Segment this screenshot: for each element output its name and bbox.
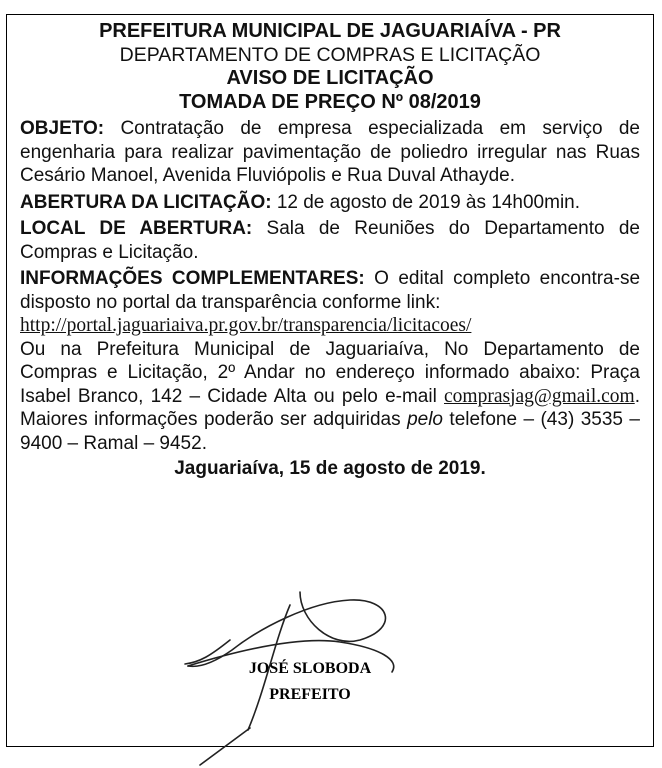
contact-text: Ou na Prefeitura Municipal de Jaguariaíva, No Departamento de Compras e Licitação, 2º Andar no endereço informado abaixo: Praça Isabel Branco, 142 – Cidade Alta ou pelo e-mail — [20, 338, 640, 407]
objeto-label: OBJETO: — [20, 118, 105, 139]
transparency-link-line — [20, 314, 640, 338]
signer-title: PREFEITO — [269, 686, 351, 703]
process-number: TOMADA DE PREÇO Nº 08/2019 — [179, 90, 481, 113]
department-title: DEPARTAMENTO DE COMPRAS E LICITAÇÃO — [119, 43, 541, 66]
informacoes-paragraph — [20, 267, 640, 314]
objeto-text: Contratação de empresa especializada em serviço de engenharia para realizar pavimentação de poliedro irregular nas Ruas Cesário Manoel, Avenida Fluviópolis e Rua Duval Athayde. — [20, 118, 640, 186]
local-label: LOCAL DE ABERTURA: — [20, 218, 253, 239]
transparency-link[interactable]: http://portal.jaguariaiva.pr.gov.br/transparencia/licitacoes/ — [20, 315, 472, 336]
informacoes-label: INFORMAÇÕES COMPLEMENTARES: — [20, 268, 365, 289]
closing-date: Jaguariaíva, 15 de agosto de 2019. — [174, 458, 486, 479]
contact-phone: telefone – (43) 3535 – 9400 – Ramal – 9452. — [20, 409, 640, 454]
email-link[interactable]: comprasjag@gmail.com — [444, 385, 635, 407]
document-body — [20, 20, 640, 481]
local-paragraph — [20, 217, 640, 264]
abertura-label: ABERTURA DA LICITAÇÃO: — [20, 191, 272, 213]
contact-text-2: . Maiores informações poderão ser adquiridas — [20, 385, 640, 430]
contact-paragraph — [20, 338, 640, 456]
notice-title: AVISO DE LICITAÇÃO — [226, 67, 434, 89]
objeto-paragraph — [20, 117, 640, 188]
abertura-text: 12 de agosto de 2019 às 14h00min. — [271, 191, 581, 213]
municipality-title: PREFEITURA MUNICIPAL DE JAGUARIAÍVA - PR — [99, 20, 561, 42]
contact-italic-word: pelo — [407, 409, 443, 430]
signer-name: JOSÉ SLOBODA — [248, 660, 372, 677]
local-text: Sala de Reuniões do Departamento de Compras e Licitação. — [20, 218, 640, 263]
informacoes-text: O edital completo encontra-se disposto no portal da transparência conforme link: — [20, 268, 641, 313]
abertura-paragraph — [20, 191, 640, 215]
